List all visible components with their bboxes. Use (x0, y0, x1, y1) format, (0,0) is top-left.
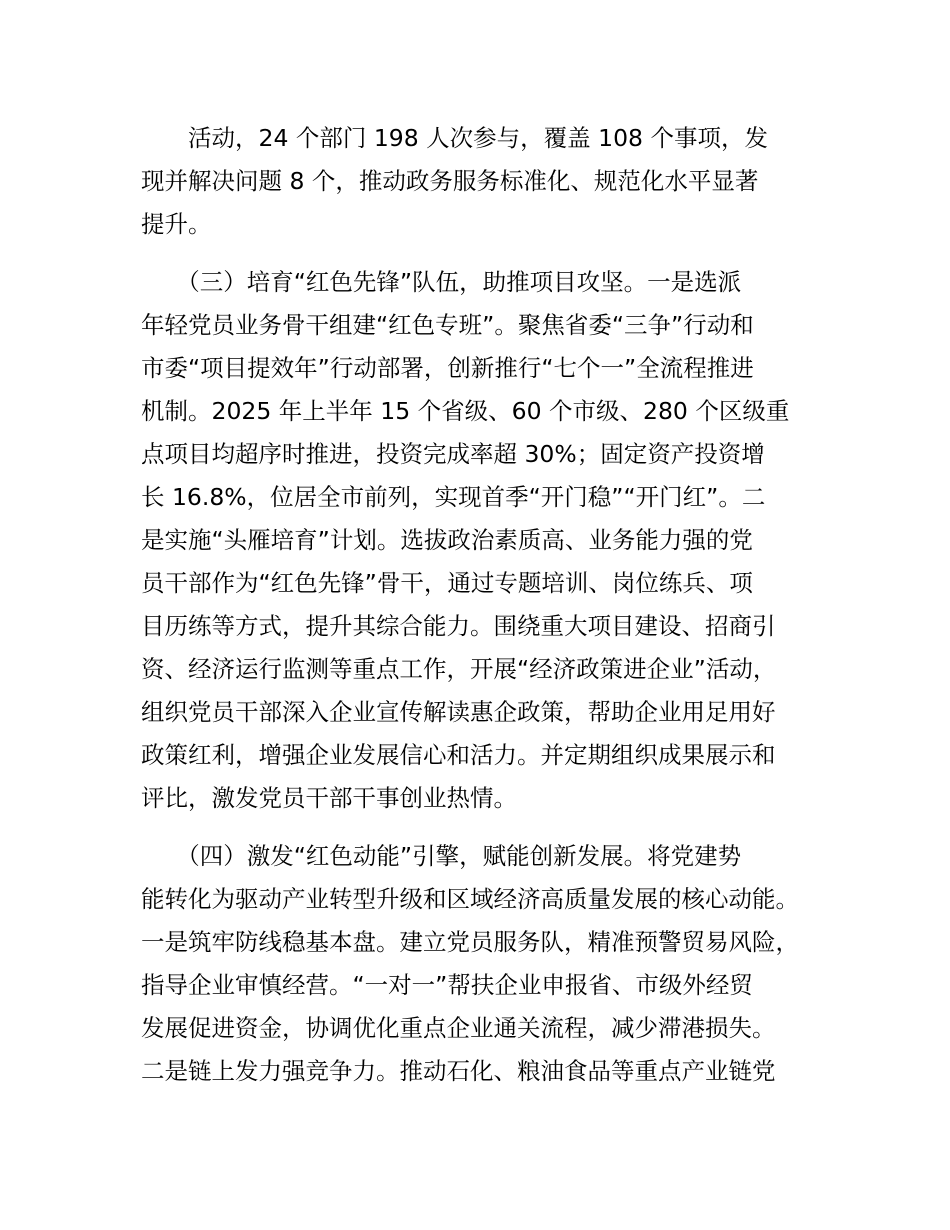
text-line: 年轻党员业务骨干组建“红色专班”。聚焦省委“三争”行动和 (141, 311, 754, 339)
text-line: （三）培育“红色先锋”队伍，助推项目攻坚。一是选派 (141, 268, 742, 296)
paragraph-spacing (141, 246, 831, 261)
text-line: 市委“项目提效年”行动部署，创新推行“七个一”全流程推进 (141, 354, 754, 382)
text-line: （四）激发“红色动能”引擎，赋能创新发展。将党建势 (141, 842, 742, 870)
text-line: 评比，激发党员干部干事创业热情。 (141, 784, 517, 812)
document-body (141, 117, 831, 1093)
text-line: 机制。2025 年上半年 15 个省级、60 个市级、280 个区级重 (141, 397, 790, 425)
text-line: 政策红利，增强企业发展信心和活力。并定期组织成果展示和 (141, 741, 776, 769)
paragraph-section-four (141, 835, 831, 1093)
text-line: 提升。 (141, 210, 212, 238)
text-line: 资、经济运行监测等重点工作，开展“经济政策进企业”活动， (141, 655, 777, 683)
text-line: 长 16.8%，位居全市前列，实现首季“开门稳”“开门红”。二 (141, 483, 766, 511)
text-line: 现并解决问题 8 个，推动政务服务标准化、规范化水平显著 (141, 167, 759, 195)
paragraph-section-three (141, 261, 831, 820)
text-line: 目历练等方式，提升其综合能力。围绕重大项目建设、招商引 (141, 612, 776, 640)
text-line: 二是链上发力强竞争力。推动石化、粮油食品等重点产业链党 (141, 1057, 776, 1085)
paragraph-activity-summary (141, 117, 831, 246)
text-line: 一是筑牢防线稳基本盘。建立党员服务队，精准预警贸易风险， (141, 928, 799, 956)
text-line: 活动，24 个部门 198 人次参与，覆盖 108 个事项，发 (141, 124, 768, 152)
text-line: 是实施“头雁培育”计划。选拔政治素质高、业务能力强的党 (141, 526, 753, 554)
text-line: 员干部作为“红色先锋”骨干，通过专题培训、岗位练兵、项 (141, 569, 753, 597)
text-line: 点项目均超序时推进，投资完成率超 30%；固定资产投资增 (141, 440, 765, 468)
text-line: 组织党员干部深入企业宣传解读惠企政策，帮助企业用足用好 (141, 698, 776, 726)
text-line: 指导企业审慎经营。“一对一”帮扶企业申报省、市级外经贸 (141, 971, 753, 999)
paragraph-spacing (141, 820, 831, 835)
text-line: 发展促进资金，协调优化重点企业通关流程，减少滞港损失。 (141, 1014, 776, 1042)
text-line: 能转化为驱动产业转型升级和区域经济高质量发展的核心动能。 (141, 885, 799, 913)
